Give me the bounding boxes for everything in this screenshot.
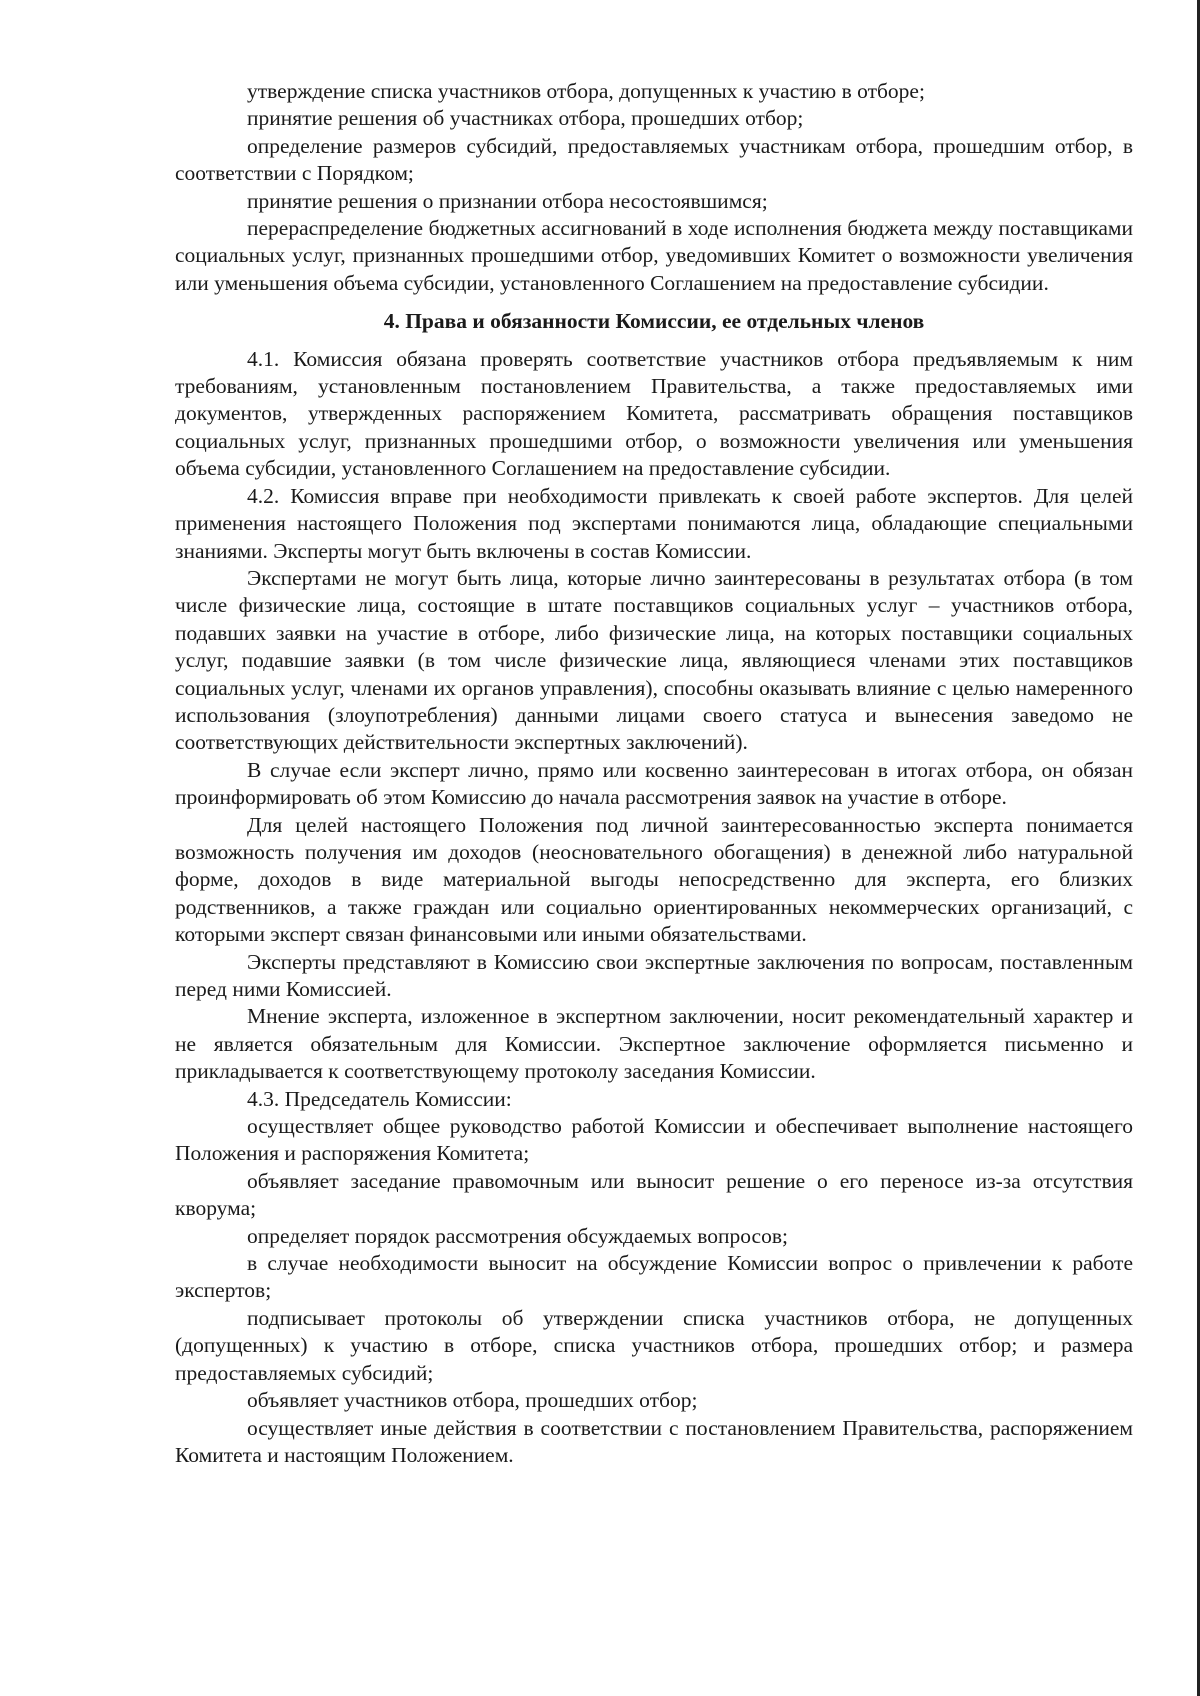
paragraph: Мнение эксперта, изложенное в экспертном заключении, носит рекомендательный характер и не является обязательным для Комиссии. Экспертное заключение оформляется письменно и прикладывается к соответствующему протоколу заседания Комиссии.: [175, 1004, 1133, 1084]
paragraph: Экспертами не могут быть лица, которые лично заинтересованы в результатах отбора (в том числе физические лица, состоящие в штате поставщиков социальных услуг – участников отбора, подавших заявки на участие в отборе, либо физические лица, на которых поставщики социальных услуг, подавшие заявки (в том числе физические лица, являющиеся членами этих поставщиков социальных услуг, членами их органов управления), способны оказывать влияние с целью намеренного использования (злоупотребления) данными лицами своего статуса и вынесения заведомо не соответствующих действительности экспертных заключений).: [175, 565, 1133, 755]
intro-item: утверждение списка участников отбора, допущенных к участию в отборе;: [247, 79, 925, 103]
paragraph: Для целей настоящего Положения под личной заинтересованностью эксперта понимается возможность получения им доходов (неосновательного обогащения) в денежной либо натуральной форме, доходов в виде материальной выгоды непосредственно для эксперта, его близких родственников, а также граждан или социально ориентированных некоммерческих организаций, с которыми эксперт связан финансовыми или иными обязательствами.: [175, 812, 1133, 947]
chair-duty-item: объявляет участников отбора, прошедших отбор;: [247, 1388, 698, 1413]
chair-duty-item: осуществляет иные действия в соответствии с постановлением Правительства, распоряжением Комитета и настоящим Положением.: [175, 1415, 1133, 1467]
paragraph: В случае если эксперт лично, прямо или косвенно заинтересован в итогах отбора, он обязан проинформировать об этом Комиссию до начала рассмотрения заявок на участие в отборе.: [175, 757, 1133, 810]
document-body: [175, 78, 1133, 1469]
paragraph-4-1: 4.1. Комиссия обязана проверять соответствие участников отбора предъявляемым к ним требованиям, установленным постановлением Правительства, а также предоставляемых ими документов, утвержденных распоряжением Комитета, рассматривать обращения поставщиков социальных услуг, признанных прошедшими отбор, о возможности увеличения или уменьшения объема субсидии, установленного Соглашением на предоставление субсидии.: [175, 346, 1133, 481]
paragraph: Эксперты представляют в Комиссию свои экспертные заключения по вопросам, поставленным перед ними Комиссией.: [175, 949, 1133, 1001]
paragraph-4-3: 4.3. Председатель Комиссии:: [247, 1086, 512, 1111]
chair-duty-item: подписывает протоколы об утверждении списка участников отбора, не допущенных (допущенных) к участию в отборе, списка участников отбора, прошедших отбор; и размера предоставляемых субсидий;: [175, 1305, 1133, 1385]
chair-duty-item: осуществляет общее руководство работой Комиссии и обеспечивает выполнение настоящего Положения и распоряжения Комитета;: [175, 1114, 1133, 1166]
chair-duty-item: объявляет заседание правомочным или выносит решение о его переносе из-за отсутствия кворума;: [175, 1168, 1133, 1221]
intro-item: перераспределение бюджетных ассигнований в ходе исполнения бюджета между поставщиками социальных услуг, признанных прошедшими отбор, уведомивших Комитет о возможности увеличения или уменьшения объема субсидии, установленного Соглашением на предоставление субсидии.: [175, 216, 1133, 295]
chair-duty-item: определяет порядок рассмотрения обсуждаемых вопросов;: [247, 1223, 788, 1248]
paragraph-4-2: 4.2. Комиссия вправе при необходимости привлекать к своей работе экспертов. Для целей применения настоящего Положения под экспертами понимаются лица, обладающие специальными знаниями. Эксперты могут быть включены в состав Комиссии.: [175, 483, 1133, 563]
intro-item: определение размеров субсидий, предоставляемых участникам отбора, прошедшим отбор, в соответствии с Порядком;: [175, 133, 1133, 186]
section-heading: 4. Права и обязанности Комиссии, ее отдельных членов: [383, 309, 925, 334]
intro-item: принятие решения о признании отбора несостоявшимся;: [247, 188, 768, 213]
chair-duty-item: в случае необходимости выносит на обсуждение Комиссии вопрос о привлечении к работе экспертов;: [175, 1251, 1133, 1303]
intro-item: принятие решения об участниках отбора, прошедших отбор;: [247, 106, 804, 131]
